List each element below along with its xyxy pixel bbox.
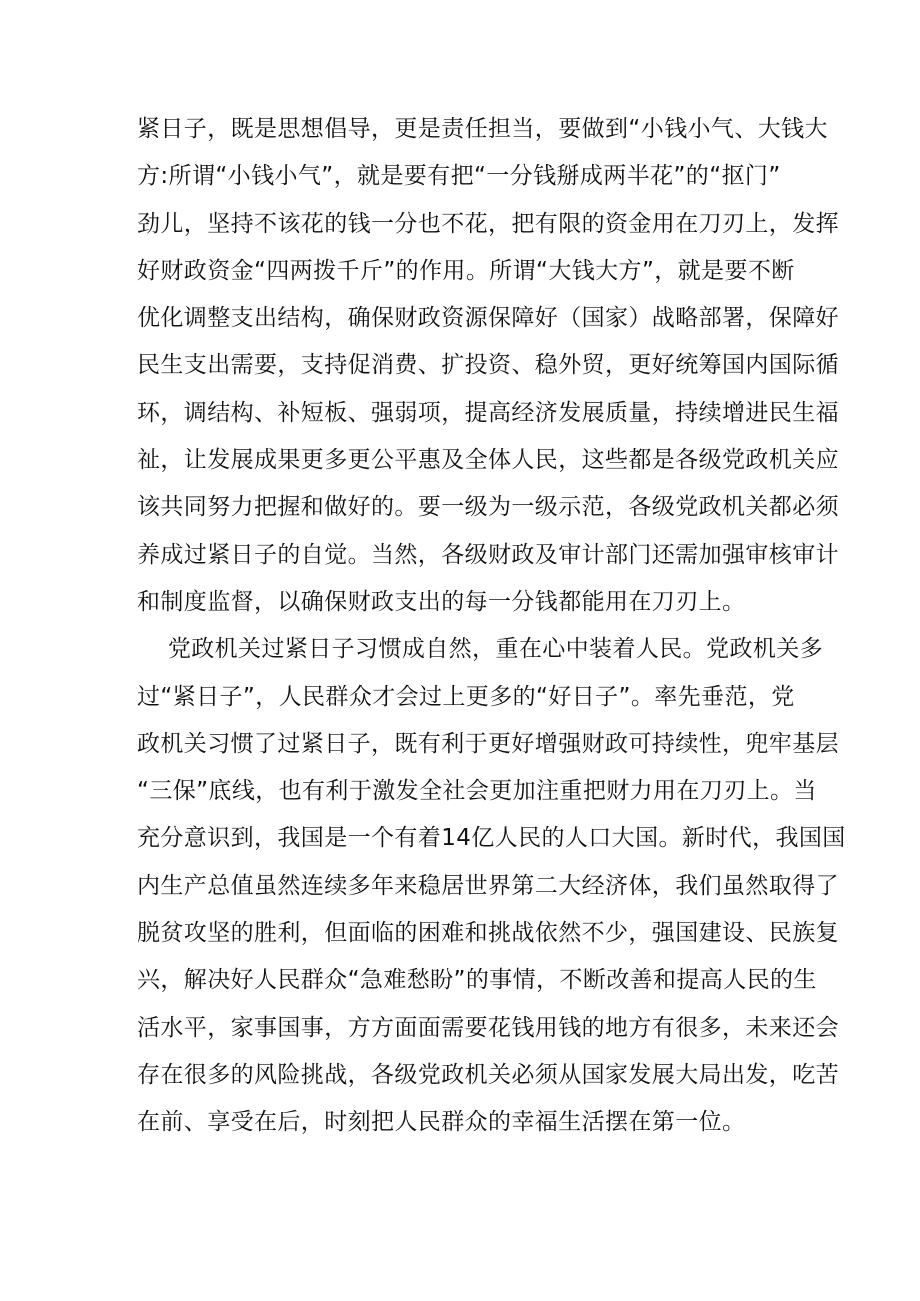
text-line: 存在很多的风险挑战，各级党政机关必须从国家发展大局出发，吃苦 bbox=[137, 1061, 839, 1088]
text-line: 在前、享受在后，时刻把人民群众的幸福生活摆在第一位。 bbox=[137, 1109, 746, 1136]
text-line: 党政机关过紧日子习惯成自然，重在心中装着人民。党政机关多 bbox=[137, 636, 824, 663]
text-line: 该共同努力把握和做好的。要一级为一级示范，各级党政机关都必须 bbox=[137, 494, 839, 521]
text-line: 养成过紧日子的自觉。当然，各级财政及审计部门还需加强审核审计 bbox=[137, 541, 839, 568]
text-line: 活水平，家事国事，方方面面需要花钱用钱的地方有很多，未来还会 bbox=[137, 1014, 839, 1041]
text-line: 和制度监督，以确保财政支出的每一分钱都能用在刀刃上。 bbox=[137, 588, 746, 615]
text-line: 政机关习惯了过紧日子，既有利于更好增强财政可持续性，兜牢基层 bbox=[137, 730, 839, 757]
text-line: 脱贫攻坚的胜利，但面临的困难和挑战依然不少，强国建设、民族复 bbox=[137, 920, 839, 947]
text-line: 祉，让发展成果更多更公平惠及全体人民，这些都是各级党政机关应 bbox=[137, 447, 839, 474]
text-line: 劲儿，坚持不该花的钱一分也不花，把有限的资金用在刀刃上，发挥 bbox=[137, 210, 839, 237]
text-line: 优化调整支出结构，确保财政资源保障好（国家）战略部署，保障好 bbox=[137, 305, 839, 332]
text-line: 兴，解决好人民群众“急难愁盼”的事情，不断改善和提高人民的生 bbox=[137, 967, 817, 994]
text-line: 好财政资金“四两拨千斤”的作用。所谓“大钱大方”，就是要不断 bbox=[137, 257, 795, 284]
text-line: 民生支出需要，支持促消费、扩投资、稳外贸，更好统筹国内国际循 bbox=[137, 352, 839, 379]
text-line: 内生产总值虽然连续多年来稳居世界第二大经济体，我们虽然取得了 bbox=[137, 872, 839, 899]
text-line: 方:所谓“小钱小气”，就是要有把“一分钱掰成两半花”的“抠门” bbox=[137, 163, 781, 190]
text-line: 环，调结构、补短板、强弱项，提高经济发展质量，持续增进民生福 bbox=[137, 399, 839, 426]
text-line: “三保”底线，也有利于激发全社会更加注重把财力用在刀刃上。当 bbox=[137, 778, 817, 805]
text-line: 过“紧日子”，人民群众才会过上更多的“好日子”。率先垂范，党 bbox=[137, 683, 795, 710]
text-line: 紧日子，既是思想倡导，更是责任担当，要做到“小钱小气、大钱大 bbox=[137, 116, 828, 142]
text-line: 充分意识到，我国是一个有着14亿人民的人口大国。新时代，我国国 bbox=[137, 825, 846, 852]
body-text bbox=[137, 106, 846, 1147]
